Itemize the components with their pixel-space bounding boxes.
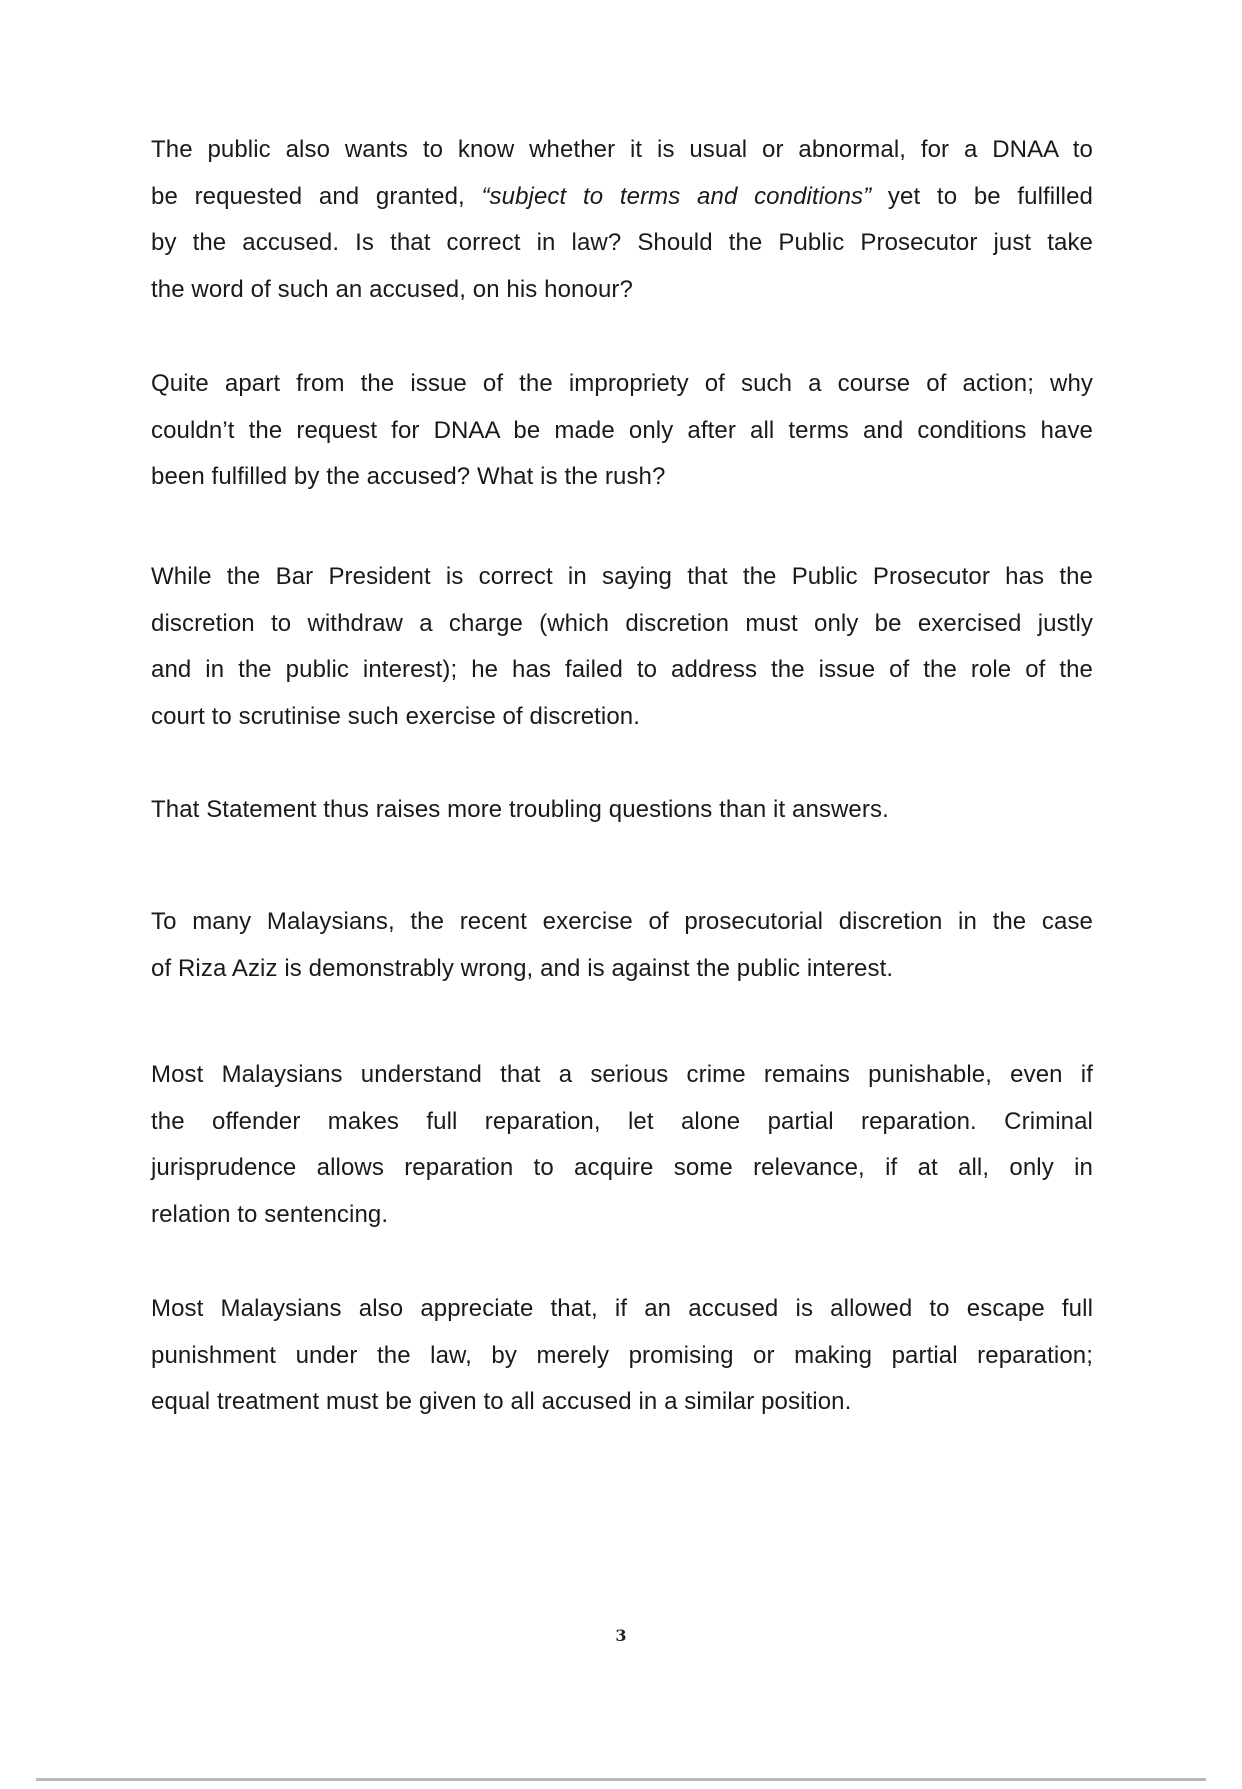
text-run: yet to be fulfilled [871,182,1093,210]
paragraph-3 [151,554,1093,740]
paragraph-line [151,787,1093,834]
paragraph-line [151,174,1093,221]
text-run: The public also wants to know whether it is usual or abnormal, for a DNAA to [151,136,1093,163]
emphasized-text-run: “subject to terms and conditions” [481,182,872,210]
text-run: by the accused. Is that correct in law? Should the Public Prosecutor just take [151,229,1093,256]
text-run: To many Malaysians, the recent exercise of prosecutorial discretion in the case [151,908,1093,935]
paragraph-5 [151,899,1093,992]
paragraph-line [151,454,1093,501]
paragraph-line [151,647,1093,694]
paragraph-line [151,694,1093,741]
text-run: relation to sentencing. [151,1200,389,1228]
text-run: the word of such an accused, on his honour? [151,275,633,303]
paragraph-line [151,1333,1093,1380]
text-run: discretion to withdraw a charge (which discretion must only be exercised justly [151,609,1093,637]
paragraph-line [151,361,1093,408]
text-run: of Riza Aziz is demonstrably wrong, and is against the public interest. [151,954,894,982]
text-run: Most Malaysians understand that a serious crime remains punishable, even if [151,1061,1093,1088]
paragraph-line [151,408,1093,455]
page-bottom-divider [36,1778,1206,1781]
paragraph-line [151,1145,1093,1192]
text-run: be requested and granted, [151,182,482,210]
paragraph-line [151,1286,1093,1333]
paragraph-line [151,899,1093,946]
paragraph-line [151,1052,1093,1099]
paragraph-1 [151,127,1093,313]
paragraph-line [151,267,1093,314]
paragraph-line [151,601,1093,648]
paragraph-line [151,220,1093,267]
text-run: been fulfilled by the accused? What is the rush? [151,463,666,490]
text-run: equal treatment must be given to all accused in a similar position. [151,1388,852,1415]
text-run: the offender makes full reparation, let alone partial reparation. Criminal [151,1107,1093,1135]
paragraph-line [151,1099,1093,1146]
paragraph-line [151,1379,1093,1426]
paragraph-line [151,127,1093,174]
paragraph-6 [151,1052,1093,1238]
text-run: While the Bar President is correct in saying that the Public Prosecutor has the [151,563,1093,590]
paragraph-2 [151,361,1093,501]
text-run: Quite apart from the issue of the impropriety of such a course of action; why [151,370,1093,397]
text-run: That Statement thus raises more troubling questions than it answers. [151,796,889,823]
paragraph-line [151,1192,1093,1239]
text-run: punishment under the law, by merely promising or making partial reparation; [151,1341,1093,1369]
text-run: jurisprudence allows reparation to acquire some relevance, if at all, only in [151,1154,1093,1181]
paragraph-line [151,946,1093,993]
text-run: court to scrutinise such exercise of discretion. [151,702,641,730]
paragraph-4 [151,787,1093,834]
paragraph-line [151,554,1093,601]
paragraph-7 [151,1286,1093,1426]
text-run: and in the public interest); he has failed to address the issue of the role of the [151,656,1093,683]
text-run: Most Malaysians also appreciate that, if an accused is allowed to escape full [151,1295,1093,1322]
text-run: couldn’t the request for DNAA be made only after all terms and conditions have [151,416,1093,444]
page-number: 3 [615,1626,627,1645]
